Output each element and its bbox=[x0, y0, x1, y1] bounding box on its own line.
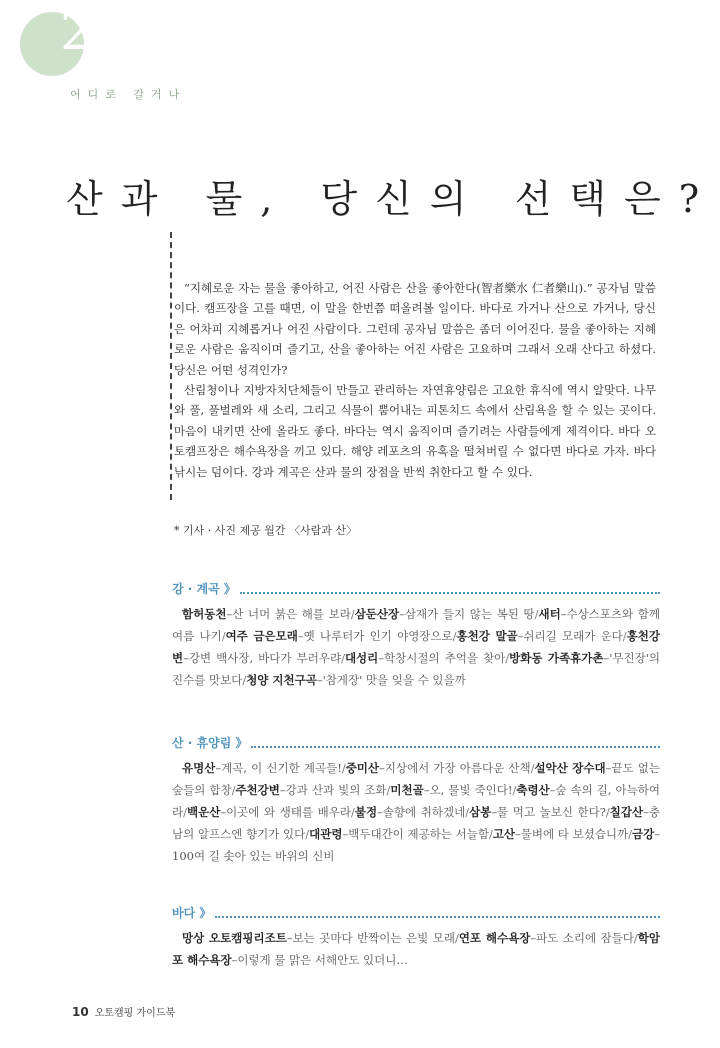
place-description: –수상스포츠와 함께 여름 나기 bbox=[172, 607, 660, 643]
place-description: –'참게장' 맛을 잊을 수 있을까 bbox=[316, 673, 466, 687]
intro-paragraph: 산림청이나 지방자치단체들이 만들고 관리하는 자연휴양림은 고요한 휴식에 역시 알맞다. 나무와 풀, 풀벌레와 새 소리, 그리고 식물이 뿜어내는 피톤치드 속에서 산림욕을 할 수 있는 곳이다. 마음이 내키면 산에 올라도 좋다. 바다는 역시 움직이며 즐기려는 사람들에게 제격이다. 바다 오토캠프장은 해수욕장을 끼고 있다. 해양 레포츠의 유혹을 떨쳐버릴 수 없다면 바다로 가자. 바다낚시는 덤이다. 강과 계곡은 산과 물의 장점을 반씩 취한다고 할 수 있다. bbox=[174, 383, 656, 479]
section-heading bbox=[172, 734, 660, 751]
place-description: –숲 속의 길, 아늑하여라 bbox=[172, 783, 660, 819]
place-name: 홍천강 말골 bbox=[456, 629, 518, 643]
intro-paragraph: “지혜로운 자는 물을 좋아하고, 어진 사람은 산을 좋아한다(智者樂水 仁者樂山).” 공자님 말씀이다. 캠프장을 고를 때면, 이 말을 한번쯤 떠올려볼 일이다. 바다로 가거나 산으로 가거나, 당신은 어차피 지혜롭거나 어진 사람이다. 그런데 공자님 말씀은 좀더 이어진다. 물을 좋아하는 지혜로운 사람은 움직이며 즐기고, 산을 좋아하는 어진 사람은 고요하며 그래서 오래 산다고 하셨다. 당신은 어떤 성격인가? bbox=[174, 281, 656, 377]
section-body bbox=[172, 757, 660, 867]
entry-separator: / bbox=[465, 805, 470, 819]
place-description: –강과 산과 빛의 조화 bbox=[279, 783, 387, 797]
place-description: –계곡, 이 신기한 계곡들! bbox=[215, 761, 342, 775]
place-description: –물벼에 타 보셨습니까 bbox=[515, 827, 629, 841]
dashed-divider bbox=[170, 232, 172, 500]
place-name: 백운산 bbox=[186, 805, 221, 819]
entry-separator: / bbox=[454, 931, 459, 945]
entry-separator: / bbox=[622, 629, 627, 643]
place-name: 유명산 bbox=[182, 761, 216, 775]
place-description: –'무진장'의 진수를 맛보다 bbox=[172, 651, 660, 687]
entry-separator: / bbox=[221, 629, 226, 643]
place-description: –삼재가 들지 않는 복된 땅 bbox=[399, 607, 535, 621]
entry-separator: / bbox=[628, 827, 633, 841]
place-name: 여주 금은모래 bbox=[225, 629, 298, 643]
place-name: 금강 bbox=[632, 827, 655, 841]
section-title: 강 · 계곡 》 bbox=[172, 582, 236, 596]
place-name: 망상 오토캠핑리조트 bbox=[182, 931, 287, 945]
entry-separator: / bbox=[183, 805, 187, 819]
dotted-rule bbox=[240, 586, 660, 594]
section-title: 산 · 휴양림 》 bbox=[172, 736, 248, 750]
entry-separator: / bbox=[305, 827, 310, 841]
place-description: –백두대간이 제공하는 서늘함 bbox=[342, 827, 489, 841]
place-description: –옛 나루터가 인기 야영장으로 bbox=[297, 629, 453, 643]
entry-separator: / bbox=[231, 783, 236, 797]
photo-credit: * 기사 · 사진 제공 월간 〈사람과 산〉 bbox=[174, 524, 357, 537]
place-name: 미천골 bbox=[390, 783, 424, 797]
entry-separator: / bbox=[386, 783, 391, 797]
page-number: 10 bbox=[72, 1005, 89, 1019]
place-name: 삼둔산장 bbox=[354, 607, 400, 621]
entry-separator: / bbox=[633, 931, 638, 945]
entry-separator: / bbox=[452, 629, 457, 643]
place-name: 청양 지천구곡 bbox=[246, 673, 317, 687]
place-name: 방화동 가족휴가촌 bbox=[509, 651, 604, 665]
entry-separator: / bbox=[341, 761, 346, 775]
entry-separator: / bbox=[512, 783, 517, 797]
place-description: –학창시절의 추억을 찾아 bbox=[378, 651, 506, 665]
place-name: 대성리 bbox=[344, 651, 379, 665]
place-description: –쉬리길 모래가 운다 bbox=[517, 629, 623, 643]
place-description: –솔향에 취하겠네 bbox=[377, 805, 466, 819]
place-name: 함허동천 bbox=[182, 607, 227, 621]
entry-separator: / bbox=[350, 805, 355, 819]
place-name: 칠갑산 bbox=[609, 805, 644, 819]
place-name: 연포 해수욕장 bbox=[458, 931, 531, 945]
entry-separator: / bbox=[341, 651, 345, 665]
place-description: –오, 물빛 죽인다! bbox=[423, 783, 513, 797]
place-name: 삼봉 bbox=[469, 805, 492, 819]
entry-separator: / bbox=[605, 805, 610, 819]
publication-title: 오토캠핑 가이드북 bbox=[94, 1008, 176, 1019]
page-footer bbox=[72, 1004, 175, 1019]
place-name: 홍천강변 bbox=[172, 629, 660, 665]
place-name: 중미산 bbox=[345, 761, 380, 775]
place-name: 대관령 bbox=[309, 827, 343, 841]
place-description: –파도 소리에 잠들다 bbox=[530, 931, 634, 945]
place-name: 고산 bbox=[492, 827, 516, 841]
section-body bbox=[172, 927, 660, 971]
entry-separator: / bbox=[350, 607, 355, 621]
section-heading bbox=[172, 580, 660, 597]
place-name: 불정 bbox=[354, 805, 378, 819]
place-description: –강변 백사장, 바다가 부러우랴 bbox=[183, 651, 342, 665]
entry-separator: / bbox=[505, 651, 510, 665]
place-name: 설악산 장수대 bbox=[534, 761, 606, 775]
chapter-kicker: 어디로 갈거나 bbox=[70, 88, 187, 101]
place-description: –이곳에 와 생태를 배우라 bbox=[220, 805, 351, 819]
place-description: –이렇게 물 맑은 서해안도 있더니… bbox=[231, 953, 408, 967]
place-description: –100여 길 솟아 있는 바위의 신비 bbox=[172, 827, 660, 863]
place-name: 주천강변 bbox=[235, 783, 280, 797]
place-name: 축령산 bbox=[516, 783, 550, 797]
section-sea bbox=[172, 904, 660, 971]
place-description: –끝도 없는 숲들의 합창 bbox=[172, 761, 660, 797]
dotted-rule bbox=[251, 740, 660, 748]
section-body bbox=[172, 603, 660, 691]
section-mountain-forest bbox=[172, 734, 660, 867]
chapter-number: 2 bbox=[60, 2, 94, 62]
place-name: 새터 bbox=[538, 607, 561, 621]
place-description: –물 먹고 놀보신 한다? bbox=[491, 805, 606, 819]
section-title: 바다 》 bbox=[172, 906, 212, 920]
entry-separator: / bbox=[534, 607, 539, 621]
place-description: –충남의 알프스엔 향기가 있다 bbox=[172, 805, 660, 841]
entry-separator: / bbox=[488, 827, 493, 841]
section-river-valley bbox=[172, 580, 660, 691]
page-title: 산과 물, 당신의 선택은? bbox=[66, 177, 718, 221]
section-heading bbox=[172, 904, 660, 921]
intro-text bbox=[174, 278, 656, 482]
place-description: –산 너머 붉은 해를 보라 bbox=[226, 607, 351, 621]
entry-separator: / bbox=[530, 761, 535, 775]
dotted-rule bbox=[215, 910, 660, 918]
entry-separator: / bbox=[242, 673, 247, 687]
place-name: 학암포 해수욕장 bbox=[172, 931, 660, 967]
place-description: –보는 곳마다 반짝이는 은빛 모래 bbox=[286, 931, 455, 945]
place-description: –지상에서 가장 아름다운 산책 bbox=[379, 761, 531, 775]
